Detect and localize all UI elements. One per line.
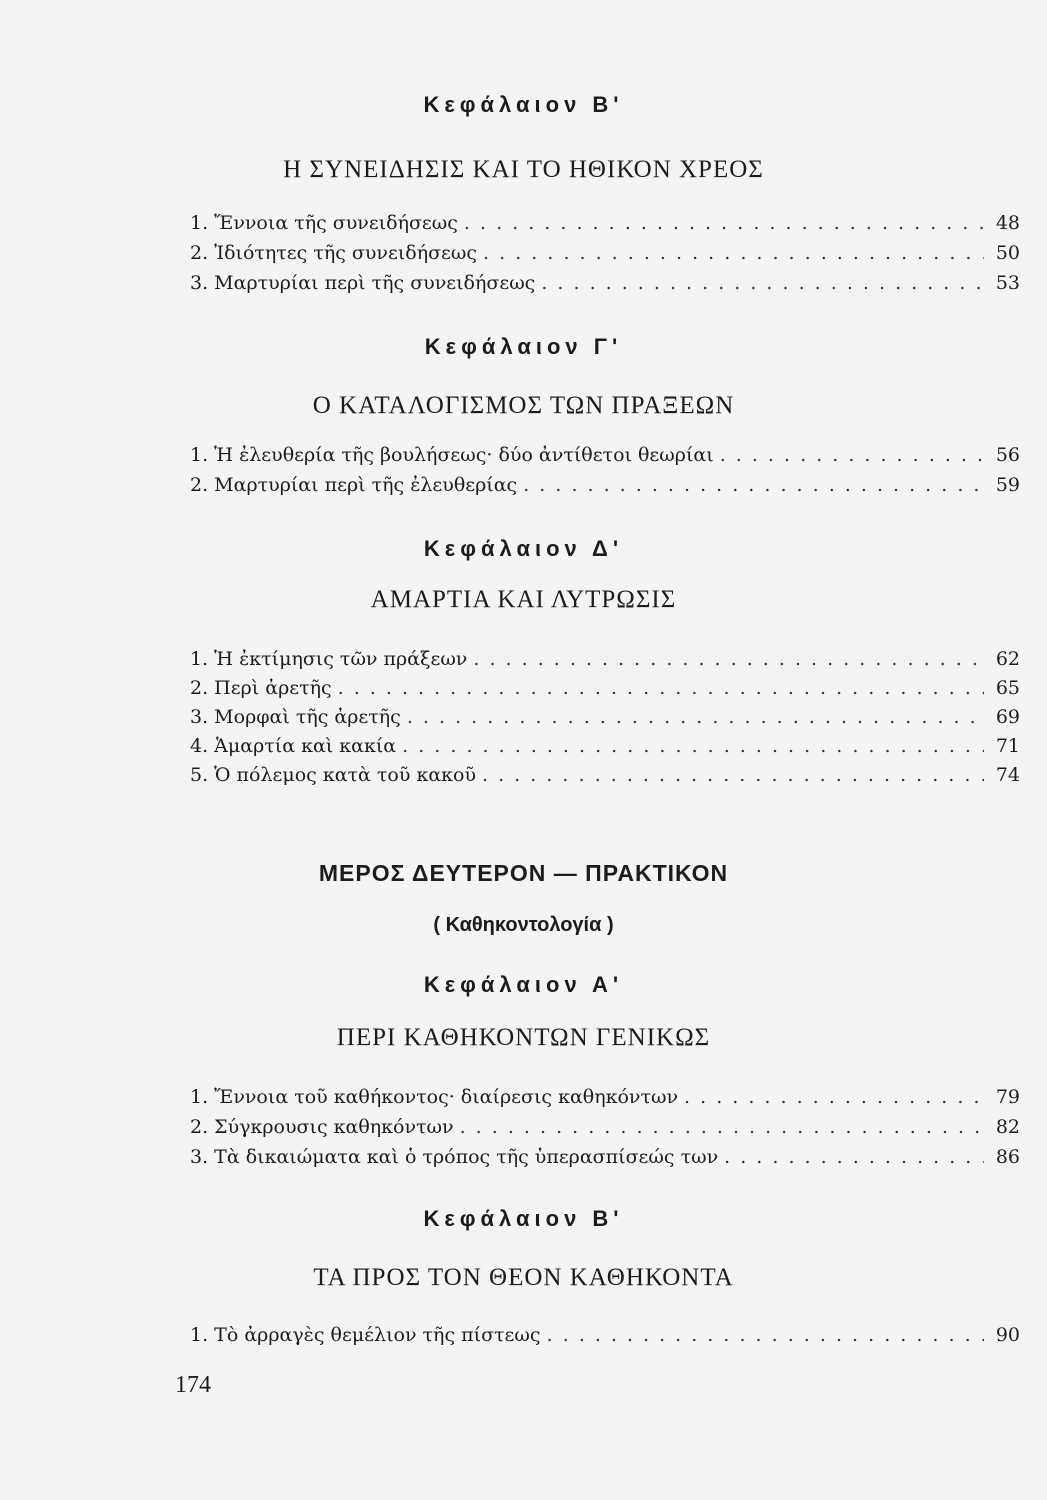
chapter-heading: Κεφάλαιον Γ' (424, 334, 623, 359)
chapter-title: Ο ΚΑΤΑΛΟΓΙΣΜΟΣ ΤΩΝ ΠΡΑΞΕΩΝ (312, 392, 735, 419)
toc-entry-number: 3. (190, 272, 215, 294)
toc-entry (190, 272, 1020, 300)
toc-entry-text: Μαρτυρίαι περὶ τῆς συνειδήσεως (214, 272, 536, 294)
toc-entry-number: 2. (190, 677, 215, 699)
toc-entry-text: Ἁμαρτία καὶ κακία (214, 735, 397, 757)
toc-entry-number: 2. (190, 242, 215, 264)
toc-entry (190, 444, 1020, 472)
toc-entry-number: 2. (190, 1116, 215, 1138)
toc-entry (190, 1146, 1020, 1174)
dot-leader (338, 677, 984, 699)
toc-entry-number: 1. (190, 1324, 215, 1346)
dot-leader (483, 242, 984, 264)
toc-entry-text: Ἡ ἐκτίμησις τῶν πράξεων (214, 648, 468, 670)
toc-entry-page: 69 (995, 706, 1020, 728)
toc-entry (190, 212, 1020, 240)
toc-entry-text: Ἔννοια τῆς συνειδήσεως (214, 212, 458, 234)
toc-entry-page: 74 (995, 764, 1020, 786)
toc-entry (190, 474, 1020, 502)
toc-entry-page: 65 (995, 677, 1020, 699)
dot-leader (473, 648, 984, 670)
toc-entry-text: Ἡ ἐλευθερία τῆς βουλήσεως· δύο ἀντίθετοι θεωρίαι (214, 444, 714, 466)
dot-leader (547, 1324, 984, 1346)
toc-entry-number: 3. (190, 706, 215, 728)
toc-entry-number: 1. (190, 444, 215, 466)
toc-entry-page: 62 (995, 648, 1020, 670)
toc-entry-page: 53 (995, 272, 1020, 294)
dot-leader (407, 706, 984, 728)
dot-leader (720, 444, 984, 466)
chapter-heading: Κεφάλαιον Δ' (423, 536, 624, 561)
toc-entry-page: 79 (995, 1086, 1020, 1108)
dot-leader (464, 212, 984, 234)
toc-entry-page: 90 (995, 1324, 1020, 1346)
toc-entry-text: Ἰδιότητες τῆς συνειδήσεως (214, 242, 478, 264)
chapter-heading: Κεφάλαιον Β' (423, 92, 624, 117)
toc-entry-page: 86 (995, 1146, 1020, 1168)
toc-entry (190, 677, 1020, 705)
toc-entry-page: 82 (995, 1116, 1020, 1138)
toc-entry-text: Μαρτυρίαι περὶ τῆς ἐλευθερίας (214, 474, 518, 496)
dot-leader (523, 474, 984, 496)
dot-leader (684, 1086, 984, 1108)
toc-entry-text: Τὰ δικαιώματα καὶ ὁ τρόπος τῆς ὑπερασπίσεώς των (214, 1146, 719, 1168)
toc-entry (190, 1324, 1020, 1352)
part-title: ΜΕΡΟΣ ΔΕΥΤΕΡΟΝ — ΠΡΑΚΤΙΚΟΝ (318, 860, 729, 886)
chapter-title: Η ΣΥΝΕΙΔΗΣΙΣ ΚΑΙ ΤΟ ΗΘΙΚΟΝ ΧΡΕΟΣ (283, 156, 764, 183)
toc-entry-page: 50 (995, 242, 1020, 264)
toc-entry-number: 1. (190, 212, 215, 234)
toc-entry-text: Περὶ ἀρετῆς (214, 677, 332, 699)
toc-entry-number: 5. (190, 764, 215, 786)
toc-entry-number: 1. (190, 1086, 215, 1108)
toc-entry (190, 735, 1020, 763)
dot-leader (460, 1116, 984, 1138)
toc-entry (190, 764, 1020, 792)
toc-entry-text: Μορφαὶ τῆς ἀρετῆς (214, 706, 401, 728)
chapter-title: ΤΑ ΠΡΟΣ ΤΟΝ ΘΕΟΝ ΚΑΘΗΚΟΝΤΑ (313, 1264, 734, 1291)
dot-leader (482, 764, 984, 786)
toc-entry-page: 56 (995, 444, 1020, 466)
toc-entry (190, 1116, 1020, 1144)
toc-entry-page: 48 (995, 212, 1020, 234)
dot-leader (402, 735, 984, 757)
toc-entry-page: 59 (995, 474, 1020, 496)
toc-entry (190, 706, 1020, 734)
toc-entry (190, 648, 1020, 676)
toc-entry-page: 71 (995, 735, 1020, 757)
chapter-heading: Κεφάλαιον Α' (423, 972, 624, 997)
toc-entry-text: Ὁ πόλεμος κατὰ τοῦ κακοῦ (214, 764, 477, 786)
toc-entry-number: 4. (190, 735, 215, 757)
toc-entry-text: Σύγκρουσις καθηκόντων (214, 1116, 454, 1138)
page-number: 174 (175, 1372, 211, 1398)
toc-entry-text: Ἔννοια τοῦ καθήκοντος· διαίρεσις καθηκόντων (214, 1086, 679, 1108)
chapter-heading: Κεφάλαιον Β' (423, 1206, 624, 1231)
dot-leader (541, 272, 984, 294)
chapter-title: ΠΕΡΙ ΚΑΘΗΚΟΝΤΩΝ ΓΕΝΙΚΩΣ (336, 1024, 711, 1051)
chapter-title: ΑΜΑΡΤΙΑ ΚΑΙ ΛΥΤΡΩΣΙΣ (370, 586, 677, 613)
toc-entry (190, 242, 1020, 270)
dot-leader (724, 1146, 984, 1168)
toc-entry-number: 2. (190, 474, 215, 496)
toc-entry-number: 3. (190, 1146, 215, 1168)
toc-entry-text: Τὸ ἀρραγὲς θεμέλιον τῆς πίστεως (214, 1324, 541, 1346)
toc-entry-number: 1. (190, 648, 215, 670)
toc-entry (190, 1086, 1020, 1114)
part-subtitle: ( Καθηκοντολογία ) (433, 914, 614, 936)
